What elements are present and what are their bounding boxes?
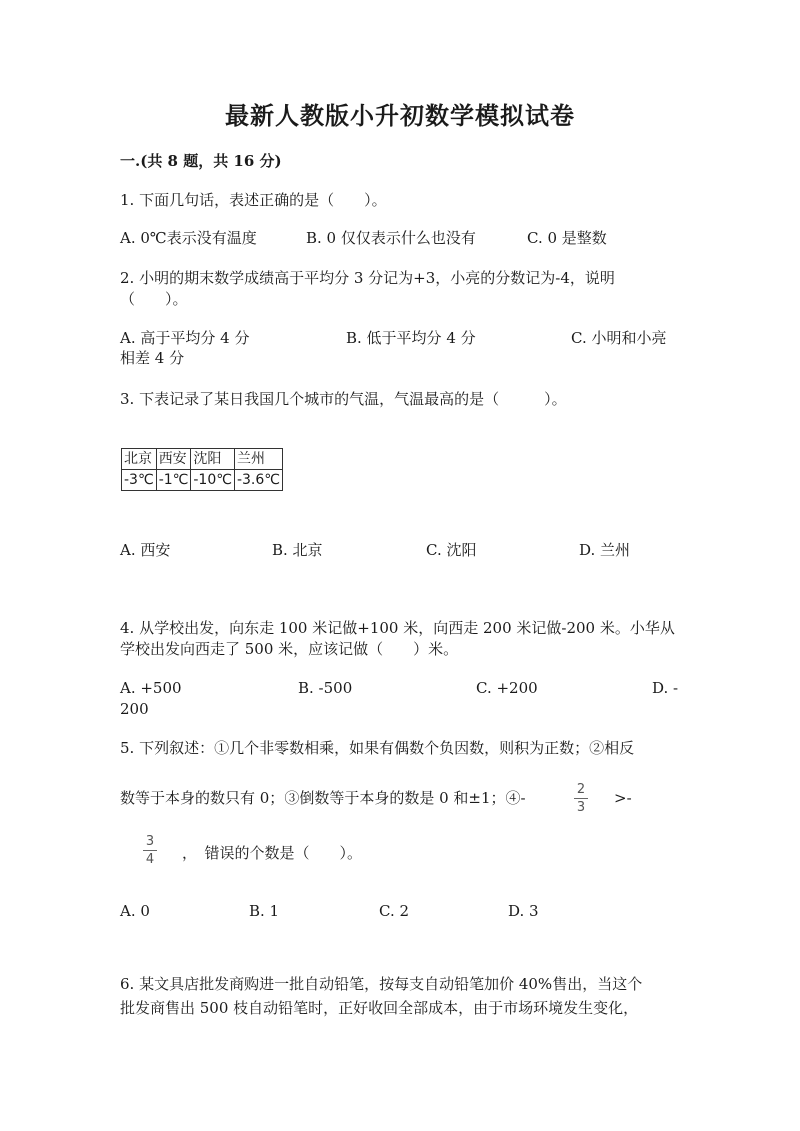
question-4-option-a: A. +500 bbox=[120, 679, 182, 697]
question-2-line-2: （ ）。 bbox=[120, 290, 188, 308]
question-5-option-c: C. 2 bbox=[379, 902, 410, 920]
question-3-option-a: A. 西安 bbox=[120, 541, 171, 559]
table-cell-city: 西安 bbox=[156, 449, 191, 470]
question-1-option-c: C. 0 是整数 bbox=[527, 229, 607, 247]
question-5-option-a: A. 0 bbox=[120, 902, 150, 920]
question-2-option-a: A. 高于平均分 4 分 bbox=[120, 329, 250, 347]
table-cell-temp: -3℃ bbox=[122, 470, 157, 491]
question-4-option-c: C. +200 bbox=[476, 679, 538, 697]
table-cell-city: 沈阳 bbox=[191, 449, 235, 470]
question-5-line-2-tail: >- bbox=[614, 789, 632, 807]
fraction-numerator: 3 bbox=[145, 834, 155, 849]
question-4-option-b: B. -500 bbox=[298, 679, 353, 697]
question-1-option-b: B. 0 仅仅表示什么也没有 bbox=[306, 229, 476, 247]
section-heading: 一.(共 8 题，共 16 分) bbox=[120, 152, 282, 170]
question-2-option-c: C. 小明和小亮 bbox=[571, 329, 667, 347]
question-1-text: 1. 下面几句话，表述正确的是（ ）。 bbox=[120, 191, 387, 209]
question-3-option-c: C. 沈阳 bbox=[426, 541, 477, 559]
table-cell-city: 兰州 bbox=[234, 449, 282, 470]
question-5-line-2: 数等于本身的数只有 0；③倒数等于本身的数是 0 和±1；④- bbox=[120, 789, 526, 807]
fraction-bar bbox=[574, 798, 588, 799]
question-5-option-d: D. 3 bbox=[508, 902, 539, 920]
question-4-option-d: D. - bbox=[652, 679, 679, 697]
question-5-line-3: ， 错误的个数是（ ）。 bbox=[182, 844, 363, 862]
fraction-two-thirds bbox=[571, 782, 591, 815]
question-6-line-1: 6. 某文具店批发商购进一批自动铅笔，按每支自动铅笔加价 40%售出，当这个 bbox=[120, 975, 643, 993]
table-row bbox=[122, 470, 283, 491]
fraction-bar bbox=[143, 850, 157, 851]
question-2-line-1: 2. 小明的期末数学成绩高于平均分 3 分记为+3，小亮的分数记为-4，说明 bbox=[120, 269, 615, 287]
question-3-text: 3. 下表记录了某日我国几个城市的气温，气温最高的是（ ）。 bbox=[120, 390, 567, 408]
fraction-numerator: 2 bbox=[576, 782, 586, 797]
fraction-three-fourths bbox=[140, 834, 160, 867]
table-cell-temp: -1℃ bbox=[156, 470, 191, 491]
table-cell-temp: -10℃ bbox=[191, 470, 235, 491]
question-2-option-c-continued: 相差 4 分 bbox=[120, 349, 185, 367]
fraction-denominator: 3 bbox=[576, 800, 586, 815]
question-5-line-1: 5. 下列叙述：①几个非零数相乘，如果有偶数个负因数，则积为正数；②相反 bbox=[120, 739, 635, 757]
question-6-line-2: 批发商售出 500 枝自动铅笔时，正好收回全部成本，由于市场环境发生变化， bbox=[120, 999, 639, 1017]
question-3-option-d: D. 兰州 bbox=[579, 541, 631, 559]
table-row bbox=[122, 449, 283, 470]
page-title: 最新人教版小升初数学模拟试卷 bbox=[225, 101, 575, 130]
question-4-line-1: 4. 从学校出发，向东走 100 米记做+100 米，向西走 200 米记做-200 米。小华从 bbox=[120, 619, 675, 637]
question-1-option-a: A. 0℃表示没有温度 bbox=[120, 229, 257, 247]
temperature-table bbox=[121, 448, 283, 491]
table-cell-temp: -3.6℃ bbox=[234, 470, 282, 491]
fraction-denominator: 4 bbox=[145, 852, 155, 867]
question-4-option-d-continued: 200 bbox=[120, 700, 149, 718]
question-3-option-b: B. 北京 bbox=[272, 541, 323, 559]
question-4-line-2: 学校出发向西走了 500 米，应该记做（ ）米。 bbox=[120, 640, 459, 658]
table-cell-city: 北京 bbox=[122, 449, 157, 470]
question-5-option-b: B. 1 bbox=[249, 902, 280, 920]
question-2-option-b: B. 低于平均分 4 分 bbox=[346, 329, 476, 347]
